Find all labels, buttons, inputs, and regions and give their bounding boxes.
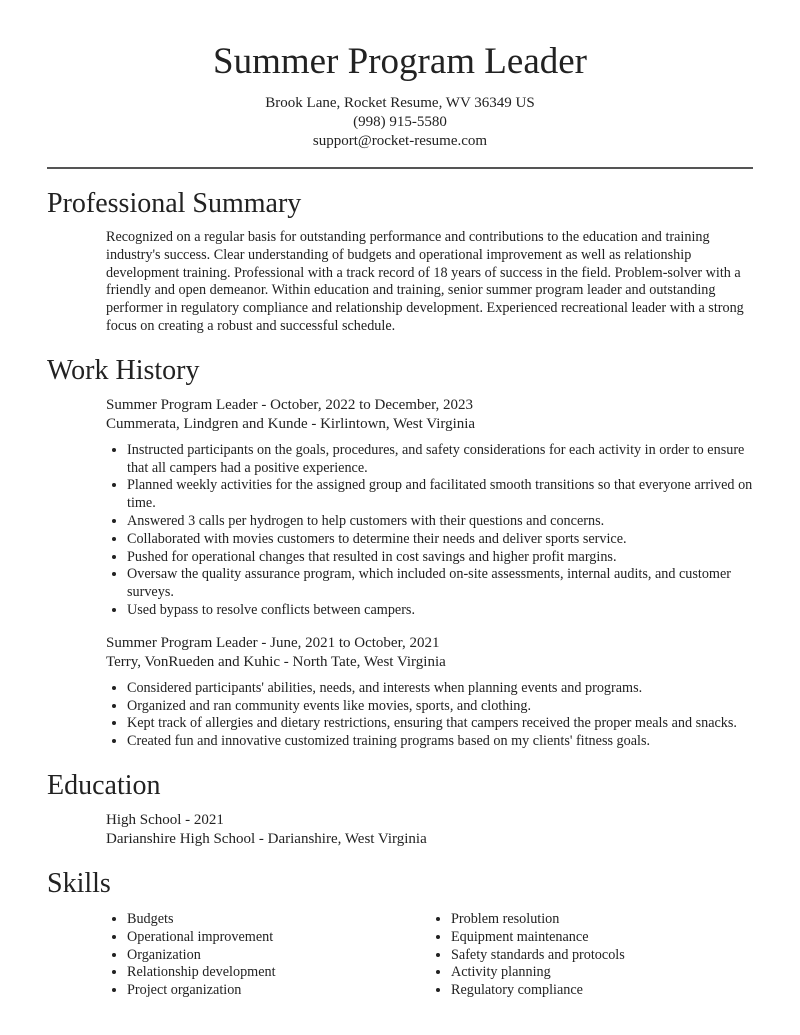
summary-text: Recognized on a regular basis for outstanding performance and contributions to the education and training industry's success. Clear understanding of budgets and operational improvement as well as relationship development training. Professional with a track record of 18 years of success in the field. Problem-solver with a friendly and open demeanor. Within education and training, senior summer program leader and outstanding performer in regulatory compliance and relationship development. Experienced recreational leader with a strong focus on creating a robust and successful schedule. [106, 229, 744, 334]
skill-item: • Equipment maintenance [451, 929, 754, 947]
education-school: Darianshire High School - Darianshire, West Virginia [106, 830, 427, 847]
skill-item: • Relationship development [127, 964, 430, 982]
job-bullet: • Created fun and innovative customized training programs based on my clients' fitness goals. [127, 733, 754, 751]
job-company-line: Terry, VonRueden and Kuhic - North Tate, West Virginia [106, 653, 446, 670]
job-bullet: • Instructed participants on the goals, procedures, and safety considerations for each activity in order to ensure that all campers had a positive experience. [127, 442, 754, 478]
address: Brook Lane, Rocket Resume, WV 36349 US [265, 95, 535, 111]
job-bullet: • Organized and ran community events like movies, sports, and clothing. [127, 698, 754, 716]
job-bullet: • Kept track of allergies and dietary restrictions, ensuring that campers received the proper meals and snacks. [127, 715, 754, 733]
skill-item: • Problem resolution [451, 911, 754, 929]
education-heading: Education [47, 769, 161, 801]
job-bullet: • Planned weekly activities for the assigned group and facilitated smooth transitions so that everyone arrived on time. [127, 477, 754, 513]
skills-list [106, 909, 754, 1000]
header-divider [47, 167, 753, 169]
job-bullet: • Answered 3 calls per hydrogen to help customers with their questions and concerns. [127, 513, 754, 531]
skills-column-right [430, 911, 754, 1000]
summary-heading: Professional Summary [47, 188, 302, 219]
work-history-heading: Work History [47, 354, 200, 386]
job-bullet: • Considered participants' abilities, needs, and interests when planning events and programs. [127, 680, 754, 698]
skill-item: • Safety standards and protocols [451, 947, 754, 965]
phone: (998) 915-5580 [353, 114, 447, 130]
job-entry [106, 396, 754, 620]
job-bullet: • Used bypass to resolve conflicts between campers. [127, 602, 754, 620]
job-title-line: Summer Program Leader - October, 2022 to December, 2023 [106, 396, 474, 413]
skill-item: • Activity planning [451, 964, 754, 982]
resume-name: Summer Program Leader [213, 41, 587, 82]
skill-item: • Budgets [127, 911, 430, 929]
skill-item: • Project organization [127, 982, 430, 1000]
job-bullet: • Oversaw the quality assurance program, which included on-site assessments, internal audits, and customer surveys. [127, 566, 754, 602]
job-bullet: • Collaborated with movies customers to determine their needs and deliver sports service. [127, 531, 754, 549]
education-degree: High School - 2021 [106, 811, 224, 828]
work-history-list [106, 396, 754, 751]
job-title-line: Summer Program Leader - June, 2021 to October, 2021 [106, 634, 440, 651]
job-bullet: • Pushed for operational changes that resulted in cost savings and higher profit margins. [127, 549, 754, 567]
skill-item: • Organization [127, 947, 430, 965]
education-entry [106, 811, 754, 849]
email: support@rocket-resume.com [312, 133, 488, 149]
skills-heading: Skills [47, 867, 111, 899]
job-entry [106, 634, 754, 751]
skill-item: • Regulatory compliance [451, 982, 754, 1000]
job-company-line: Cummerata, Lindgren and Kunde - Kirlintown, West Virginia [106, 415, 476, 432]
job-bullets [106, 442, 754, 620]
skills-column-left [106, 911, 430, 1000]
contact-info [47, 94, 753, 151]
job-bullets [106, 680, 754, 751]
skill-item: • Operational improvement [127, 929, 430, 947]
